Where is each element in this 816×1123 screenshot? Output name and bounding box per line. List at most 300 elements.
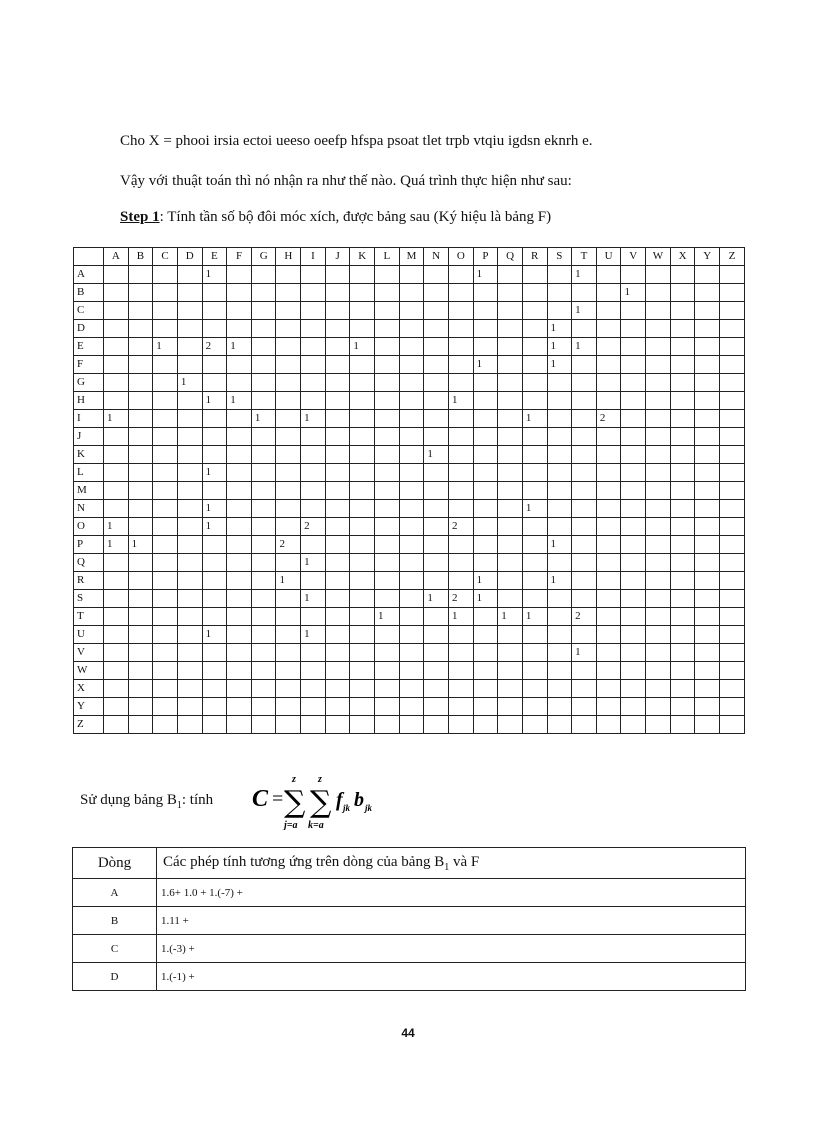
freq-cell [646, 608, 671, 626]
freq-cell: 1 [572, 644, 597, 662]
freq-cell [251, 374, 276, 392]
freq-cell [177, 428, 202, 446]
freq-cell [375, 392, 400, 410]
freq-cell [104, 590, 129, 608]
freq-cell [325, 716, 350, 734]
freq-cell [153, 464, 178, 482]
freq-cell [153, 428, 178, 446]
freq-cell [720, 356, 745, 374]
freq-cell [276, 482, 301, 500]
freq-cell [104, 302, 129, 320]
freq-cell [621, 518, 646, 536]
freq-row-label: H [74, 392, 104, 410]
freq-cell [227, 572, 252, 590]
freq-cell [522, 428, 547, 446]
freq-cell [301, 428, 326, 446]
freq-cell [251, 536, 276, 554]
freq-cell [251, 356, 276, 374]
freq-cell [448, 428, 473, 446]
freq-row [74, 428, 745, 446]
formula-caption-text: Sử dụng bảng B [80, 792, 177, 808]
freq-column-header: Z [720, 248, 745, 266]
freq-cell: 1 [547, 572, 572, 590]
calc-row-label: B [73, 907, 157, 935]
freq-row [74, 518, 745, 536]
freq-cell [720, 518, 745, 536]
freq-cell [301, 482, 326, 500]
freq-cell [522, 590, 547, 608]
freq-cell [720, 554, 745, 572]
freq-cell [670, 410, 695, 428]
freq-cell [646, 698, 671, 716]
freq-cell [621, 374, 646, 392]
freq-cell: 1 [448, 392, 473, 410]
freq-cell: 1 [350, 338, 375, 356]
freq-cell [325, 356, 350, 374]
freq-column-header: R [522, 248, 547, 266]
freq-cell [153, 302, 178, 320]
sum1-upper: z [292, 774, 296, 785]
freq-cell: 2 [596, 410, 621, 428]
freq-cell [227, 428, 252, 446]
freq-cell [350, 644, 375, 662]
freq-cell [276, 392, 301, 410]
freq-column-header: C [153, 248, 178, 266]
sum2-upper: z [318, 774, 322, 785]
freq-cell [350, 482, 375, 500]
freq-cell [646, 680, 671, 698]
freq-column-header: T [572, 248, 597, 266]
freq-cell [621, 320, 646, 338]
freq-cell [375, 572, 400, 590]
freq-cell [621, 410, 646, 428]
freq-cell [572, 446, 597, 464]
freq-cell [720, 500, 745, 518]
freq-cell [325, 590, 350, 608]
freq-cell [670, 482, 695, 500]
freq-cell [473, 302, 498, 320]
freq-column-header: Y [695, 248, 720, 266]
freq-cell [325, 410, 350, 428]
freq-cell [448, 680, 473, 698]
freq-cell [547, 374, 572, 392]
freq-cell [720, 446, 745, 464]
freq-cell [177, 500, 202, 518]
freq-cell [104, 392, 129, 410]
freq-cell [572, 428, 597, 446]
calc-row [73, 935, 746, 963]
freq-cell [251, 338, 276, 356]
freq-cell [670, 266, 695, 284]
freq-cell [498, 392, 523, 410]
freq-cell [695, 662, 720, 680]
freq-cell [424, 644, 449, 662]
freq-cell [646, 284, 671, 302]
freq-cell: 2 [448, 518, 473, 536]
freq-cell [424, 626, 449, 644]
freq-row [74, 320, 745, 338]
freq-cell [646, 392, 671, 410]
freq-cell [498, 680, 523, 698]
freq-cell [227, 662, 252, 680]
freq-cell [695, 392, 720, 410]
freq-cell [202, 482, 227, 500]
calc-header-row [73, 848, 746, 879]
freq-cell [227, 518, 252, 536]
freq-cell [350, 320, 375, 338]
calc-row-expression: 1.6+ 1.0 + 1.(-7) + [157, 879, 746, 907]
freq-cell [695, 680, 720, 698]
freq-cell [522, 644, 547, 662]
freq-cell [350, 284, 375, 302]
freq-cell [547, 266, 572, 284]
freq-cell [399, 572, 424, 590]
freq-cell [646, 500, 671, 518]
freq-cell [227, 536, 252, 554]
freq-column-header: G [251, 248, 276, 266]
freq-cell [128, 410, 153, 428]
freq-cell [522, 464, 547, 482]
freq-cell: 2 [572, 608, 597, 626]
freq-cell [128, 680, 153, 698]
freq-cell [473, 500, 498, 518]
frequency-table-F [73, 247, 745, 734]
freq-cell [227, 374, 252, 392]
freq-header-row [74, 248, 745, 266]
freq-cell [547, 608, 572, 626]
freq-column-header: P [473, 248, 498, 266]
sum2-lower: k=a [308, 820, 324, 830]
freq-cell [202, 590, 227, 608]
freq-cell [399, 266, 424, 284]
freq-cell [424, 266, 449, 284]
freq-cell [522, 626, 547, 644]
freq-row-label: A [74, 266, 104, 284]
freq-cell [547, 626, 572, 644]
freq-cell [522, 554, 547, 572]
freq-cell [153, 446, 178, 464]
freq-cell [646, 716, 671, 734]
freq-cell [227, 500, 252, 518]
freq-cell [153, 716, 178, 734]
freq-cell [695, 374, 720, 392]
step-1-text: : Tính tần số bộ đôi móc xích, được bảng sau (Ký hiệu là bảng F) [159, 209, 552, 225]
freq-cell [720, 374, 745, 392]
freq-cell [177, 356, 202, 374]
freq-cell [498, 428, 523, 446]
freq-row-label: W [74, 662, 104, 680]
freq-cell [720, 572, 745, 590]
freq-cell [227, 590, 252, 608]
freq-cell [646, 536, 671, 554]
freq-row [74, 680, 745, 698]
freq-row-label: U [74, 626, 104, 644]
freq-cell [202, 662, 227, 680]
freq-cell: 2 [448, 590, 473, 608]
freq-row [74, 554, 745, 572]
freq-column-header: X [670, 248, 695, 266]
freq-cell [522, 482, 547, 500]
freq-cell [448, 500, 473, 518]
freq-cell [104, 464, 129, 482]
freq-cell [596, 572, 621, 590]
freq-cell [448, 482, 473, 500]
freq-cell [399, 608, 424, 626]
freq-cell [498, 554, 523, 572]
freq-cell [522, 356, 547, 374]
freq-row [74, 338, 745, 356]
freq-cell: 2 [276, 536, 301, 554]
freq-cell [202, 284, 227, 302]
freq-cell [375, 302, 400, 320]
freq-cell: 1 [202, 266, 227, 284]
freq-row [74, 266, 745, 284]
freq-cell [720, 302, 745, 320]
formula-b-sub: jk [365, 803, 373, 813]
freq-cell [301, 698, 326, 716]
freq-cell: 1 [547, 320, 572, 338]
freq-cell [522, 536, 547, 554]
formula-equals: = [272, 788, 284, 810]
freq-cell [276, 284, 301, 302]
freq-cell: 1 [621, 284, 646, 302]
freq-cell [720, 320, 745, 338]
freq-cell [646, 302, 671, 320]
freq-cell [177, 392, 202, 410]
freq-cell [547, 554, 572, 572]
freq-cell [301, 572, 326, 590]
freq-cell [350, 356, 375, 374]
freq-cell [202, 572, 227, 590]
freq-cell [276, 374, 301, 392]
calculation-table [72, 847, 746, 991]
freq-cell [350, 608, 375, 626]
freq-cell [473, 698, 498, 716]
freq-cell [473, 554, 498, 572]
freq-cell [670, 590, 695, 608]
freq-cell [646, 356, 671, 374]
freq-cell [572, 464, 597, 482]
freq-cell [227, 482, 252, 500]
freq-cell [596, 446, 621, 464]
freq-cell [695, 446, 720, 464]
freq-cell [670, 608, 695, 626]
freq-cell [473, 374, 498, 392]
freq-cell [375, 374, 400, 392]
freq-cell [128, 590, 153, 608]
freq-cell [375, 716, 400, 734]
freq-cell [596, 536, 621, 554]
freq-cell: 1 [301, 626, 326, 644]
freq-row [74, 644, 745, 662]
freq-cell [596, 590, 621, 608]
freq-cell [227, 698, 252, 716]
freq-cell [276, 410, 301, 428]
freq-cell [276, 446, 301, 464]
freq-cell [621, 662, 646, 680]
freq-cell [276, 266, 301, 284]
freq-cell: 2 [301, 518, 326, 536]
freq-cell [128, 356, 153, 374]
freq-cell [325, 554, 350, 572]
freq-cell [251, 716, 276, 734]
freq-cell [572, 716, 597, 734]
freq-cell [670, 698, 695, 716]
freq-cell [572, 518, 597, 536]
freq-cell [670, 644, 695, 662]
freq-cell [177, 698, 202, 716]
freq-cell [251, 302, 276, 320]
freq-cell [128, 446, 153, 464]
freq-row-label: K [74, 446, 104, 464]
freq-cell [104, 500, 129, 518]
freq-cell [448, 644, 473, 662]
freq-cell [596, 626, 621, 644]
freq-cell [399, 464, 424, 482]
calc-row-expression: 1.11 + [157, 907, 746, 935]
freq-cell [547, 464, 572, 482]
freq-row-label: P [74, 536, 104, 554]
freq-cell [448, 266, 473, 284]
freq-cell [177, 554, 202, 572]
freq-cell [251, 662, 276, 680]
calc-header-suffix: và F [449, 853, 480, 870]
freq-cell [325, 644, 350, 662]
freq-cell [695, 554, 720, 572]
freq-cell [399, 680, 424, 698]
freq-cell [596, 266, 621, 284]
freq-column-header: Q [498, 248, 523, 266]
freq-row-label: J [74, 428, 104, 446]
freq-cell [695, 590, 720, 608]
freq-cell [670, 662, 695, 680]
freq-row-label: D [74, 320, 104, 338]
calc-header-text: Các phép tính tương ứng trên dòng của bảng B [163, 853, 445, 870]
freq-cell [596, 392, 621, 410]
freq-cell [227, 410, 252, 428]
freq-cell [720, 608, 745, 626]
freq-cell [424, 698, 449, 716]
freq-cell [498, 410, 523, 428]
freq-cell [522, 698, 547, 716]
freq-cell [720, 536, 745, 554]
freq-cell [670, 320, 695, 338]
freq-cell [153, 284, 178, 302]
freq-cell [646, 374, 671, 392]
freq-cell [695, 644, 720, 662]
freq-cell [128, 392, 153, 410]
freq-cell [153, 392, 178, 410]
freq-cell [350, 374, 375, 392]
freq-cell [720, 428, 745, 446]
freq-cell [473, 536, 498, 554]
freq-cell [498, 284, 523, 302]
formula-caption-suffix: : tính [181, 792, 214, 808]
freq-cell [498, 266, 523, 284]
freq-cell [670, 302, 695, 320]
step-1-label: Step 1 [120, 209, 160, 225]
freq-cell [301, 680, 326, 698]
freq-row-label: F [74, 356, 104, 374]
freq-cell [375, 266, 400, 284]
freq-cell [153, 644, 178, 662]
freq-cell [621, 266, 646, 284]
freq-cell [473, 716, 498, 734]
freq-cell [350, 446, 375, 464]
freq-cell [153, 482, 178, 500]
freq-cell [670, 626, 695, 644]
freq-cell [448, 626, 473, 644]
freq-cell [128, 428, 153, 446]
freq-cell [448, 464, 473, 482]
freq-cell [399, 320, 424, 338]
freq-cell [350, 518, 375, 536]
freq-cell [572, 590, 597, 608]
freq-cell [276, 626, 301, 644]
freq-cell [424, 410, 449, 428]
sum-formula [250, 770, 400, 830]
freq-cell [424, 662, 449, 680]
freq-cell [448, 338, 473, 356]
freq-cell [670, 428, 695, 446]
freq-cell [251, 428, 276, 446]
freq-cell [375, 698, 400, 716]
freq-cell [646, 590, 671, 608]
freq-cell [350, 716, 375, 734]
freq-cell [522, 302, 547, 320]
freq-cell [202, 428, 227, 446]
freq-cell [301, 446, 326, 464]
freq-row-label: N [74, 500, 104, 518]
freq-cell [202, 644, 227, 662]
freq-cell [621, 338, 646, 356]
freq-cell [695, 608, 720, 626]
freq-cell [572, 554, 597, 572]
freq-cell [128, 572, 153, 590]
freq-cell [424, 284, 449, 302]
freq-cell [448, 410, 473, 428]
freq-cell [498, 482, 523, 500]
freq-cell [350, 428, 375, 446]
freq-cell [251, 554, 276, 572]
freq-row [74, 446, 745, 464]
freq-cell [646, 320, 671, 338]
freq-cell: 1 [202, 518, 227, 536]
freq-cell [473, 464, 498, 482]
freq-cell [621, 464, 646, 482]
freq-column-header: B [128, 248, 153, 266]
freq-cell [670, 356, 695, 374]
freq-cell [325, 446, 350, 464]
freq-cell [399, 644, 424, 662]
freq-cell [128, 374, 153, 392]
freq-cell [177, 482, 202, 500]
freq-cell [646, 482, 671, 500]
freq-cell [276, 644, 301, 662]
freq-cell [720, 590, 745, 608]
freq-cell [399, 716, 424, 734]
freq-cell: 1 [448, 608, 473, 626]
freq-cell [621, 626, 646, 644]
calc-row-expression: 1.(-1) + [157, 963, 746, 991]
freq-cell [177, 590, 202, 608]
freq-cell [375, 662, 400, 680]
formula-caption [80, 792, 213, 811]
freq-cell [547, 302, 572, 320]
freq-cell [670, 374, 695, 392]
freq-cell [572, 698, 597, 716]
freq-cell [301, 266, 326, 284]
